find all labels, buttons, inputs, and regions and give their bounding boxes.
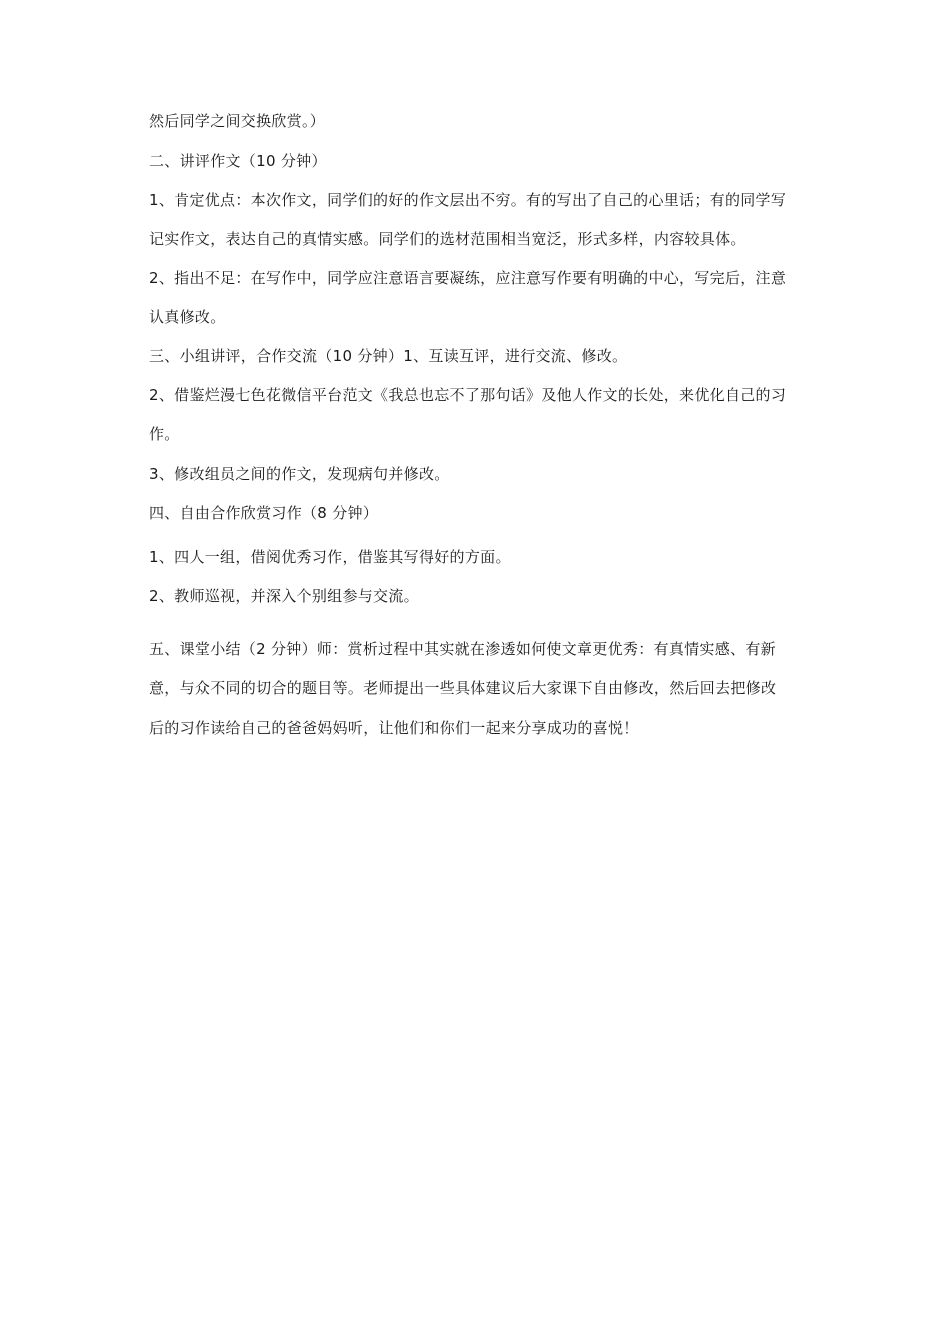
text-line: 2、借鉴烂漫七色花微信平台范文《我总也忘不了那句话》及他人作文的长处，来优化自己的习	[149, 386, 787, 404]
text-line: 后的习作读给自己的爸爸妈妈听，让他们和你们一起来分享成功的喜悦！	[149, 719, 639, 737]
text-line-continuation: 然后同学之间交换欣赏。）	[149, 112, 326, 130]
section-heading-5: 五、课堂小结（2 分钟）师：赏析过程中其实就在渗透如何使文章更优秀：有真情实感、有新	[149, 640, 776, 658]
section-heading-2: 二、讲评作文（10 分钟）	[149, 152, 327, 170]
text-line: 2、指出不足：在写作中，同学应注意语言要凝练，应注意写作要有明确的中心，写完后，注意	[149, 269, 787, 287]
text-line: 认真修改。	[149, 308, 226, 326]
text-line: 3、修改组员之间的作文，发现病句并修改。	[149, 465, 450, 483]
section-heading-4: 四、自由合作欣赏习作（8 分钟）	[149, 504, 379, 522]
text-line: 1、四人一组，借阅优秀习作，借鉴其写得好的方面。	[149, 548, 511, 566]
text-line: 1、肯定优点：本次作文，同学们的好的作文层出不穷。有的写出了自己的心里话；有的同学写	[149, 191, 787, 209]
section-heading-3: 三、小组讲评，合作交流（10 分钟）1、互读互评，进行交流、修改。	[149, 347, 628, 365]
text-line: 作。	[149, 425, 180, 443]
text-line: 2、教师巡视，并深入个别组参与交流。	[149, 587, 419, 605]
text-line: 记实作文，表达自己的真情实感。同学们的选材范围相当宽泛，形式多样，内容较具体。	[149, 230, 746, 248]
text-line: 意，与众不同的切合的题目等。老师提出一些具体建议后大家课下自由修改，然后回去把修改	[149, 679, 777, 697]
document-page	[149, 0, 849, 1318]
